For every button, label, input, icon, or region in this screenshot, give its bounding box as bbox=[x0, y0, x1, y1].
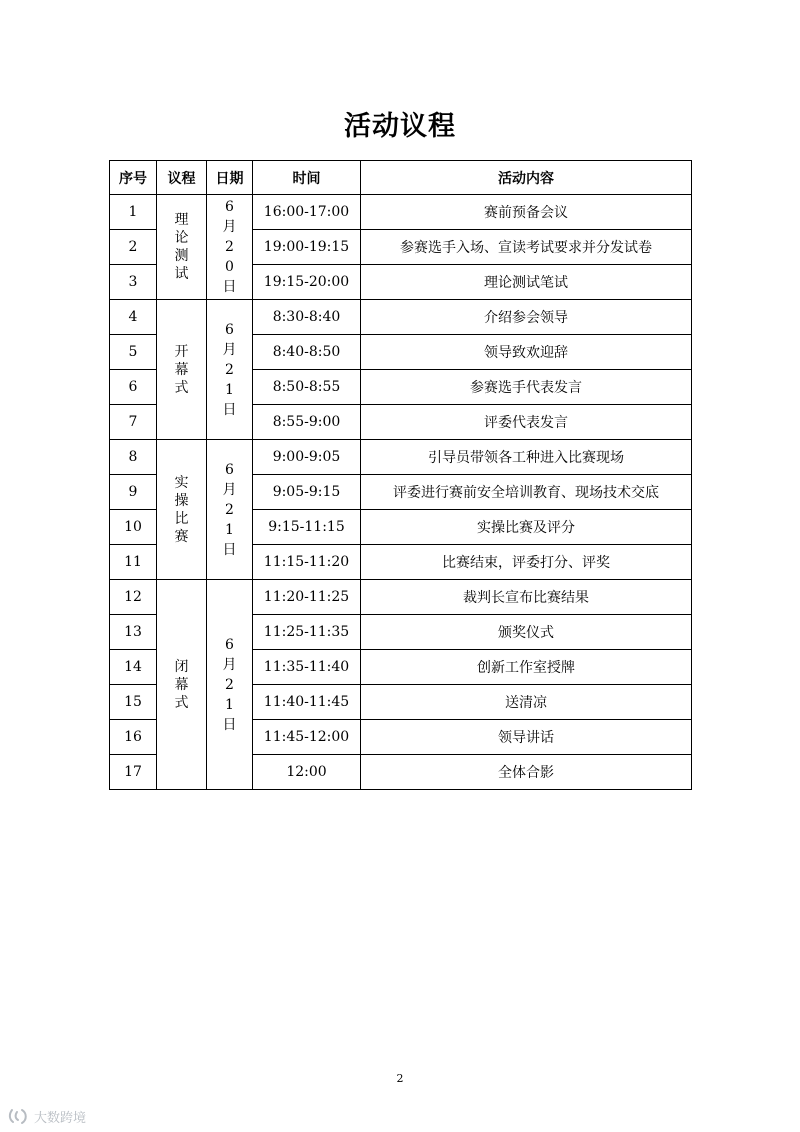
row-number: 6 bbox=[110, 370, 157, 405]
row-time: 8:55-9:00 bbox=[253, 405, 361, 440]
header-number: 序号 bbox=[110, 161, 157, 195]
session-cell bbox=[157, 195, 207, 300]
row-number: 3 bbox=[110, 265, 157, 300]
header-session: 议程 bbox=[157, 161, 207, 195]
table-header-row bbox=[110, 161, 692, 195]
row-content: 比赛结束，评委打分、评奖 bbox=[361, 545, 692, 580]
header-time: 时间 bbox=[253, 161, 361, 195]
row-content: 创新工作室授牌 bbox=[361, 650, 692, 685]
row-content: 全体合影 bbox=[361, 755, 692, 790]
row-content: 参赛选手入场、宣读考试要求并分发试卷 bbox=[361, 230, 692, 265]
row-number: 12 bbox=[110, 580, 157, 615]
session-name: 闭幕式 bbox=[174, 658, 189, 711]
row-number: 2 bbox=[110, 230, 157, 265]
row-content: 送清凉 bbox=[361, 685, 692, 720]
row-number: 14 bbox=[110, 650, 157, 685]
row-time: 9:15-11:15 bbox=[253, 510, 361, 545]
row-content: 理论测试笔试 bbox=[361, 265, 692, 300]
row-content: 参赛选手代表发言 bbox=[361, 370, 692, 405]
row-number: 9 bbox=[110, 475, 157, 510]
agenda-table bbox=[109, 160, 692, 790]
session-cell bbox=[157, 300, 207, 440]
row-time: 11:15-11:20 bbox=[253, 545, 361, 580]
row-number: 1 bbox=[110, 195, 157, 230]
row-number: 16 bbox=[110, 720, 157, 755]
row-number: 10 bbox=[110, 510, 157, 545]
date-cell bbox=[207, 580, 253, 790]
row-time: 11:45-12:00 bbox=[253, 720, 361, 755]
session-date: 6月21日 bbox=[222, 636, 237, 733]
row-content: 赛前预备会议 bbox=[361, 195, 692, 230]
row-time: 11:25-11:35 bbox=[253, 615, 361, 650]
row-time: 12:00 bbox=[253, 755, 361, 790]
row-number: 13 bbox=[110, 615, 157, 650]
row-content: 评委进行赛前安全培训教育、现场技术交底 bbox=[361, 475, 692, 510]
row-number: 11 bbox=[110, 545, 157, 580]
row-time: 8:50-8:55 bbox=[253, 370, 361, 405]
date-cell bbox=[207, 300, 253, 440]
row-time: 9:05-9:15 bbox=[253, 475, 361, 510]
session-date: 6月21日 bbox=[222, 321, 237, 418]
row-time: 11:35-11:40 bbox=[253, 650, 361, 685]
session-cell bbox=[157, 440, 207, 580]
table-row bbox=[110, 580, 692, 615]
session-cell bbox=[157, 580, 207, 790]
row-number: 17 bbox=[110, 755, 157, 790]
date-cell bbox=[207, 195, 253, 300]
date-cell bbox=[207, 440, 253, 580]
row-time: 19:00-19:15 bbox=[253, 230, 361, 265]
session-name: 开幕式 bbox=[174, 343, 189, 396]
row-number: 5 bbox=[110, 335, 157, 370]
page-title: 活动议程 bbox=[344, 111, 456, 142]
row-content: 领导致欢迎辞 bbox=[361, 335, 692, 370]
row-time: 8:30-8:40 bbox=[253, 300, 361, 335]
row-content: 介绍参会领导 bbox=[361, 300, 692, 335]
brand-logo-icon bbox=[8, 1107, 30, 1125]
row-content: 裁判长宣布比赛结果 bbox=[361, 580, 692, 615]
row-number: 7 bbox=[110, 405, 157, 440]
row-time: 11:40-11:45 bbox=[253, 685, 361, 720]
row-time: 8:40-8:50 bbox=[253, 335, 361, 370]
header-date: 日期 bbox=[207, 161, 253, 195]
row-number: 15 bbox=[110, 685, 157, 720]
session-name: 理论测试 bbox=[174, 212, 189, 282]
watermark bbox=[8, 1105, 86, 1127]
session-date: 6月21日 bbox=[222, 461, 237, 558]
row-content: 评委代表发言 bbox=[361, 405, 692, 440]
table-row bbox=[110, 300, 692, 335]
row-number: 4 bbox=[110, 300, 157, 335]
row-content: 颁奖仪式 bbox=[361, 615, 692, 650]
row-content: 领导讲话 bbox=[361, 720, 692, 755]
header-content: 活动内容 bbox=[361, 161, 692, 195]
row-content: 引导员带领各工种进入比赛现场 bbox=[361, 440, 692, 475]
row-content: 实操比赛及评分 bbox=[361, 510, 692, 545]
table-row bbox=[110, 440, 692, 475]
row-number: 8 bbox=[110, 440, 157, 475]
watermark-text: 大数跨境 bbox=[34, 1110, 87, 1126]
row-time: 11:20-11:25 bbox=[253, 580, 361, 615]
session-date: 6月20日 bbox=[222, 199, 237, 295]
row-time: 9:00-9:05 bbox=[253, 440, 361, 475]
page-number: 2 bbox=[396, 1072, 404, 1085]
row-time: 16:00-17:00 bbox=[253, 195, 361, 230]
table-row bbox=[110, 195, 692, 230]
row-time: 19:15-20:00 bbox=[253, 265, 361, 300]
session-name: 实操比赛 bbox=[174, 474, 189, 545]
